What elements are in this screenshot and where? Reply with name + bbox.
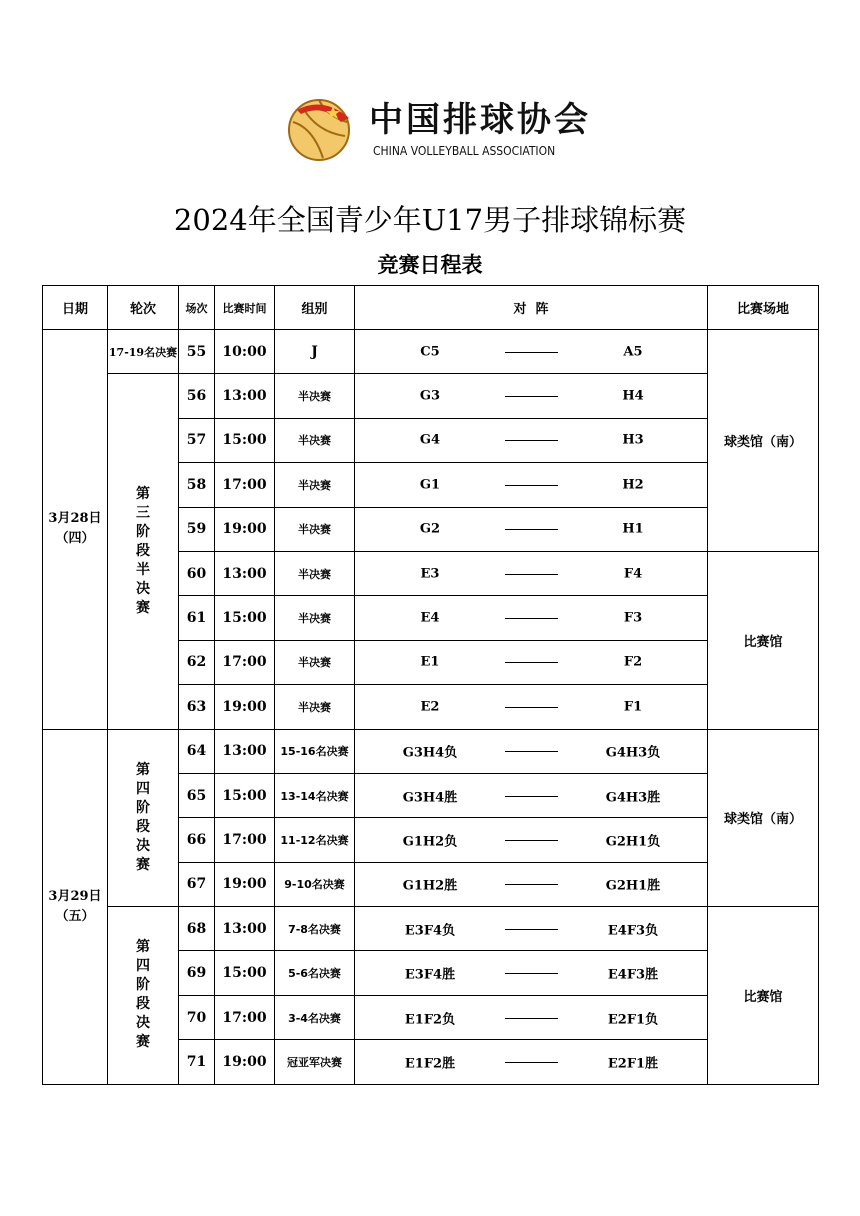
team-home: G1H2胜 <box>402 878 458 894</box>
match-number: 60 <box>179 551 215 595</box>
header-match-no: 场次 <box>179 286 215 330</box>
match-number: 67 <box>179 862 215 906</box>
team-home: G1 <box>419 477 441 493</box>
round-cell: 17-19名决赛 <box>108 330 179 374</box>
match-time: 17:00 <box>215 463 275 507</box>
match-group: 11-12名决赛 <box>275 818 355 862</box>
match-number: 57 <box>179 418 215 462</box>
round-char: 第 <box>136 939 150 956</box>
match-group: 7-8名决赛 <box>275 907 355 951</box>
round-char: 段 <box>136 818 150 835</box>
team-home: G3 <box>419 388 441 404</box>
team-home: E4 <box>420 610 440 626</box>
versus-dash <box>505 929 558 930</box>
round-char: 段 <box>136 996 150 1013</box>
team-home: E1F2胜 <box>404 1056 456 1072</box>
match-time: 15:00 <box>215 596 275 640</box>
matchup-cell <box>355 685 708 729</box>
team-home: E1F2负 <box>404 1012 456 1028</box>
versus-dash <box>505 662 558 663</box>
logo-chinese-name: 中国排球协会 <box>369 100 591 140</box>
team-home: E3 <box>420 566 440 582</box>
match-number: 68 <box>179 907 215 951</box>
match-number: 64 <box>179 729 215 773</box>
match-time: 13:00 <box>215 907 275 951</box>
match-time: 10:00 <box>215 330 275 374</box>
match-group: 半决赛 <box>275 640 355 684</box>
date-line: （四） <box>55 531 95 547</box>
match-number: 65 <box>179 773 215 817</box>
match-number: 59 <box>179 507 215 551</box>
match-number: 58 <box>179 463 215 507</box>
team-home: G2 <box>419 521 441 537</box>
association-logo <box>283 88 591 168</box>
team-away: H4 <box>622 388 644 404</box>
versus-dash <box>505 840 558 841</box>
match-number: 69 <box>179 951 215 995</box>
round-cell <box>108 374 179 729</box>
match-time: 19:00 <box>215 862 275 906</box>
match-time: 15:00 <box>215 418 275 462</box>
matchup-cell <box>355 551 708 595</box>
date-line: （五） <box>55 908 95 924</box>
header-group: 组别 <box>275 286 355 330</box>
match-group: 半决赛 <box>275 374 355 418</box>
match-number: 62 <box>179 640 215 684</box>
match-group: 半决赛 <box>275 685 355 729</box>
date-cell <box>43 330 108 730</box>
team-home: G1H2负 <box>402 834 458 850</box>
match-number: 70 <box>179 995 215 1039</box>
date-line: 3月29日 <box>48 888 102 904</box>
versus-dash <box>505 884 558 885</box>
round-char: 阶 <box>136 799 150 816</box>
round-char: 第 <box>136 485 150 502</box>
match-number: 66 <box>179 818 215 862</box>
match-number: 55 <box>179 330 215 374</box>
matchup-cell <box>355 330 708 374</box>
round-char: 阶 <box>136 977 150 994</box>
match-group: 半决赛 <box>275 551 355 595</box>
matchup-cell <box>355 862 708 906</box>
team-away: G2H1负 <box>605 834 661 850</box>
match-time: 19:00 <box>215 1040 275 1084</box>
matchup-cell <box>355 729 708 773</box>
versus-dash <box>505 574 558 575</box>
round-char: 赛 <box>136 599 150 616</box>
versus-dash <box>505 396 558 397</box>
date-cell <box>43 729 108 1084</box>
team-away: F1 <box>623 699 643 715</box>
match-group: 半决赛 <box>275 418 355 462</box>
team-away: G4H3负 <box>605 745 661 761</box>
team-away: F4 <box>623 566 643 582</box>
match-group: 冠亚军决赛 <box>275 1040 355 1084</box>
round-char: 第 <box>136 761 150 778</box>
table-row <box>43 330 819 374</box>
team-away: F2 <box>623 654 643 670</box>
versus-dash <box>505 1062 558 1063</box>
versus-dash <box>505 707 558 708</box>
date-line: 3月28日 <box>48 511 102 527</box>
team-home: E3F4胜 <box>404 967 456 983</box>
versus-dash <box>505 1018 558 1019</box>
versus-dash <box>505 529 558 530</box>
page-title: 2024年全国青少年U17男子排球锦标赛 <box>173 203 687 237</box>
team-away: E2F1胜 <box>607 1056 659 1072</box>
team-home: G3H4负 <box>402 745 458 761</box>
match-time: 17:00 <box>215 640 275 684</box>
header-date: 日期 <box>43 286 108 330</box>
matchup-cell <box>355 995 708 1039</box>
match-group: 3-4名决赛 <box>275 995 355 1039</box>
matchup-cell <box>355 907 708 951</box>
matchup-cell <box>355 1040 708 1084</box>
venue-cell: 比赛馆 <box>708 907 819 1085</box>
venue-cell: 球类馆（南） <box>708 729 819 907</box>
header-time: 比赛时间 <box>215 286 275 330</box>
table-row <box>43 907 819 951</box>
match-time: 13:00 <box>215 551 275 595</box>
team-away: G2H1胜 <box>605 878 661 894</box>
match-number: 56 <box>179 374 215 418</box>
match-group: 13-14名决赛 <box>275 773 355 817</box>
schedule-body <box>43 286 819 1085</box>
match-group: 半决赛 <box>275 596 355 640</box>
matchup-cell <box>355 463 708 507</box>
match-group: 5-6名决赛 <box>275 951 355 995</box>
match-time: 13:00 <box>215 374 275 418</box>
round-char: 半 <box>136 561 150 578</box>
match-time: 15:00 <box>215 951 275 995</box>
match-number: 61 <box>179 596 215 640</box>
schedule-table <box>42 285 819 1085</box>
team-away: E4F3负 <box>607 923 659 939</box>
match-group: J <box>275 330 355 374</box>
matchup-cell <box>355 507 708 551</box>
header-venue: 比赛场地 <box>708 286 819 330</box>
match-group: 半决赛 <box>275 507 355 551</box>
matchup-cell <box>355 596 708 640</box>
page-subtitle: 竞赛日程表 <box>377 253 483 277</box>
matchup-cell <box>355 640 708 684</box>
round-char: 四 <box>136 780 150 797</box>
header-matchup: 对 阵 <box>355 286 708 330</box>
round-char: 赛 <box>136 856 150 873</box>
matchup-cell <box>355 418 708 462</box>
round-cell <box>108 907 179 1085</box>
round-char: 决 <box>136 837 150 854</box>
versus-dash <box>505 440 558 441</box>
matchup-cell <box>355 374 708 418</box>
team-away: F3 <box>623 610 643 626</box>
round-char: 段 <box>136 542 150 559</box>
match-time: 17:00 <box>215 995 275 1039</box>
match-time: 19:00 <box>215 685 275 729</box>
match-time: 17:00 <box>215 818 275 862</box>
team-home: G3H4胜 <box>402 790 458 806</box>
versus-dash <box>505 618 558 619</box>
match-number: 71 <box>179 1040 215 1084</box>
table-row <box>43 729 819 773</box>
match-number: 63 <box>179 685 215 729</box>
matchup-cell <box>355 818 708 862</box>
venue-cell: 球类馆（南） <box>708 330 819 552</box>
match-time: 19:00 <box>215 507 275 551</box>
table-header-row <box>43 286 819 330</box>
round-char: 三 <box>136 504 150 521</box>
team-home: E2 <box>420 699 440 715</box>
matchup-cell <box>355 951 708 995</box>
versus-dash <box>505 796 558 797</box>
team-away: H3 <box>622 432 644 448</box>
venue-cell: 比赛馆 <box>708 551 819 729</box>
match-time: 13:00 <box>215 729 275 773</box>
round-char: 决 <box>136 580 150 597</box>
team-home: E3F4负 <box>404 923 456 939</box>
versus-dash <box>505 973 558 974</box>
team-away: A5 <box>623 344 643 360</box>
match-group: 半决赛 <box>275 463 355 507</box>
match-group: 9-10名决赛 <box>275 862 355 906</box>
logo-english-name: CHINA VOLLEYBALL ASSOCIATION <box>373 144 556 158</box>
team-away: H1 <box>622 521 644 537</box>
team-home: G4 <box>419 432 441 448</box>
versus-dash <box>505 485 558 486</box>
round-char: 赛 <box>136 1034 150 1051</box>
volleyball-emblem-icon <box>283 92 355 164</box>
versus-dash <box>505 352 558 353</box>
match-time: 15:00 <box>215 773 275 817</box>
team-away: H2 <box>622 477 644 493</box>
header-round: 轮次 <box>108 286 179 330</box>
match-group: 15-16名决赛 <box>275 729 355 773</box>
team-away: E2F1负 <box>607 1012 659 1028</box>
team-home: E1 <box>420 654 440 670</box>
round-char: 四 <box>136 958 150 975</box>
round-char: 阶 <box>136 523 150 540</box>
versus-dash <box>505 751 558 752</box>
matchup-cell <box>355 773 708 817</box>
team-away: E4F3胜 <box>607 967 659 983</box>
round-cell <box>108 729 179 907</box>
team-away: G4H3胜 <box>605 790 661 806</box>
round-char: 决 <box>136 1015 150 1032</box>
table-row <box>43 374 819 418</box>
team-home: C5 <box>420 344 440 360</box>
